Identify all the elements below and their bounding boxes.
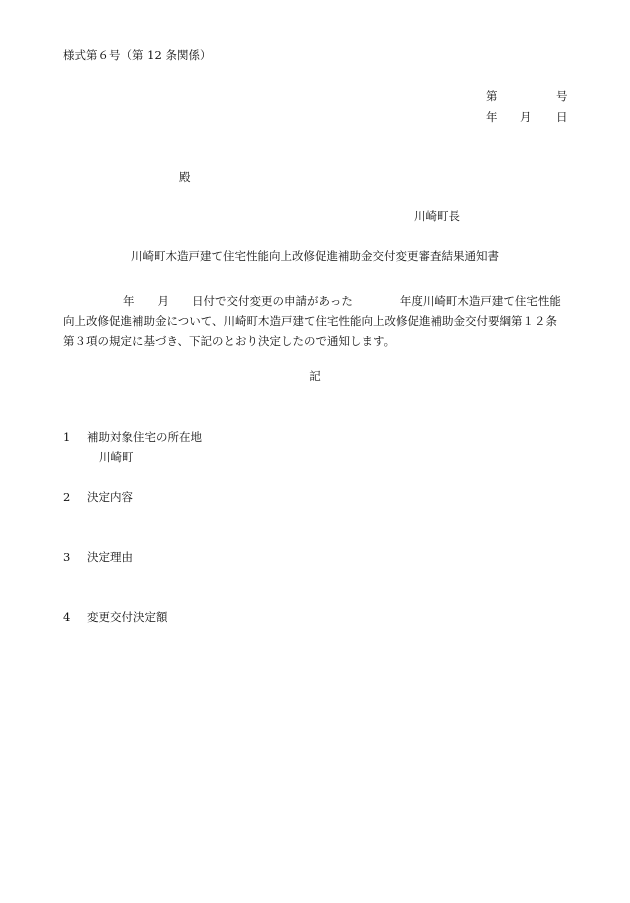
number-prefix: 第 xyxy=(486,89,498,103)
body-day-text: 日付で交付変更の申請があった xyxy=(192,294,353,308)
item-location xyxy=(63,432,202,444)
body-month-label: 月 xyxy=(157,294,169,308)
item-number: 2 xyxy=(63,490,71,504)
body-line-1 xyxy=(63,291,570,311)
form-label: 様式第６号（第 12 条関係） xyxy=(63,48,212,62)
item-label: 決定内容 xyxy=(87,490,133,504)
body-paragraph xyxy=(63,291,570,351)
body-year-label: 年 xyxy=(123,294,135,308)
addressee-honorific: 殿 xyxy=(179,170,191,184)
item-decision-content xyxy=(63,492,133,504)
body-line-2: 向上改修促進補助金について、川崎町木造戸建て住宅性能向上改修促進補助金交付要綱第１２条 xyxy=(63,314,558,328)
date-year-label: 年 xyxy=(486,110,498,124)
item-label: 変更交付決定額 xyxy=(87,610,168,624)
body-line-3: 第３項の規定に基づき、下記のとおり決定したので通知します。 xyxy=(63,334,396,348)
item-decision-reason xyxy=(63,552,133,564)
item-label: 補助対象住宅の所在地 xyxy=(87,430,202,444)
date-month-label: 月 xyxy=(520,110,532,124)
date-day-label: 日 xyxy=(556,110,568,124)
item-number: 3 xyxy=(63,550,71,564)
issuer-name: 川崎町長 xyxy=(414,209,460,223)
ki-heading: 記 xyxy=(309,369,321,383)
body-fiscal-year-text: 年度川崎町木造戸建て住宅性能 xyxy=(399,294,561,308)
item-label: 決定理由 xyxy=(87,550,133,564)
document-title: 川崎町木造戸建て住宅性能向上改修促進補助金交付変更審査結果通知書 xyxy=(131,249,499,263)
number-suffix: 号 xyxy=(556,89,568,103)
item-changed-amount xyxy=(63,612,168,624)
item-number: 4 xyxy=(63,610,71,624)
item-number: 1 xyxy=(63,430,71,444)
item-location-value: 川崎町 xyxy=(99,450,134,464)
